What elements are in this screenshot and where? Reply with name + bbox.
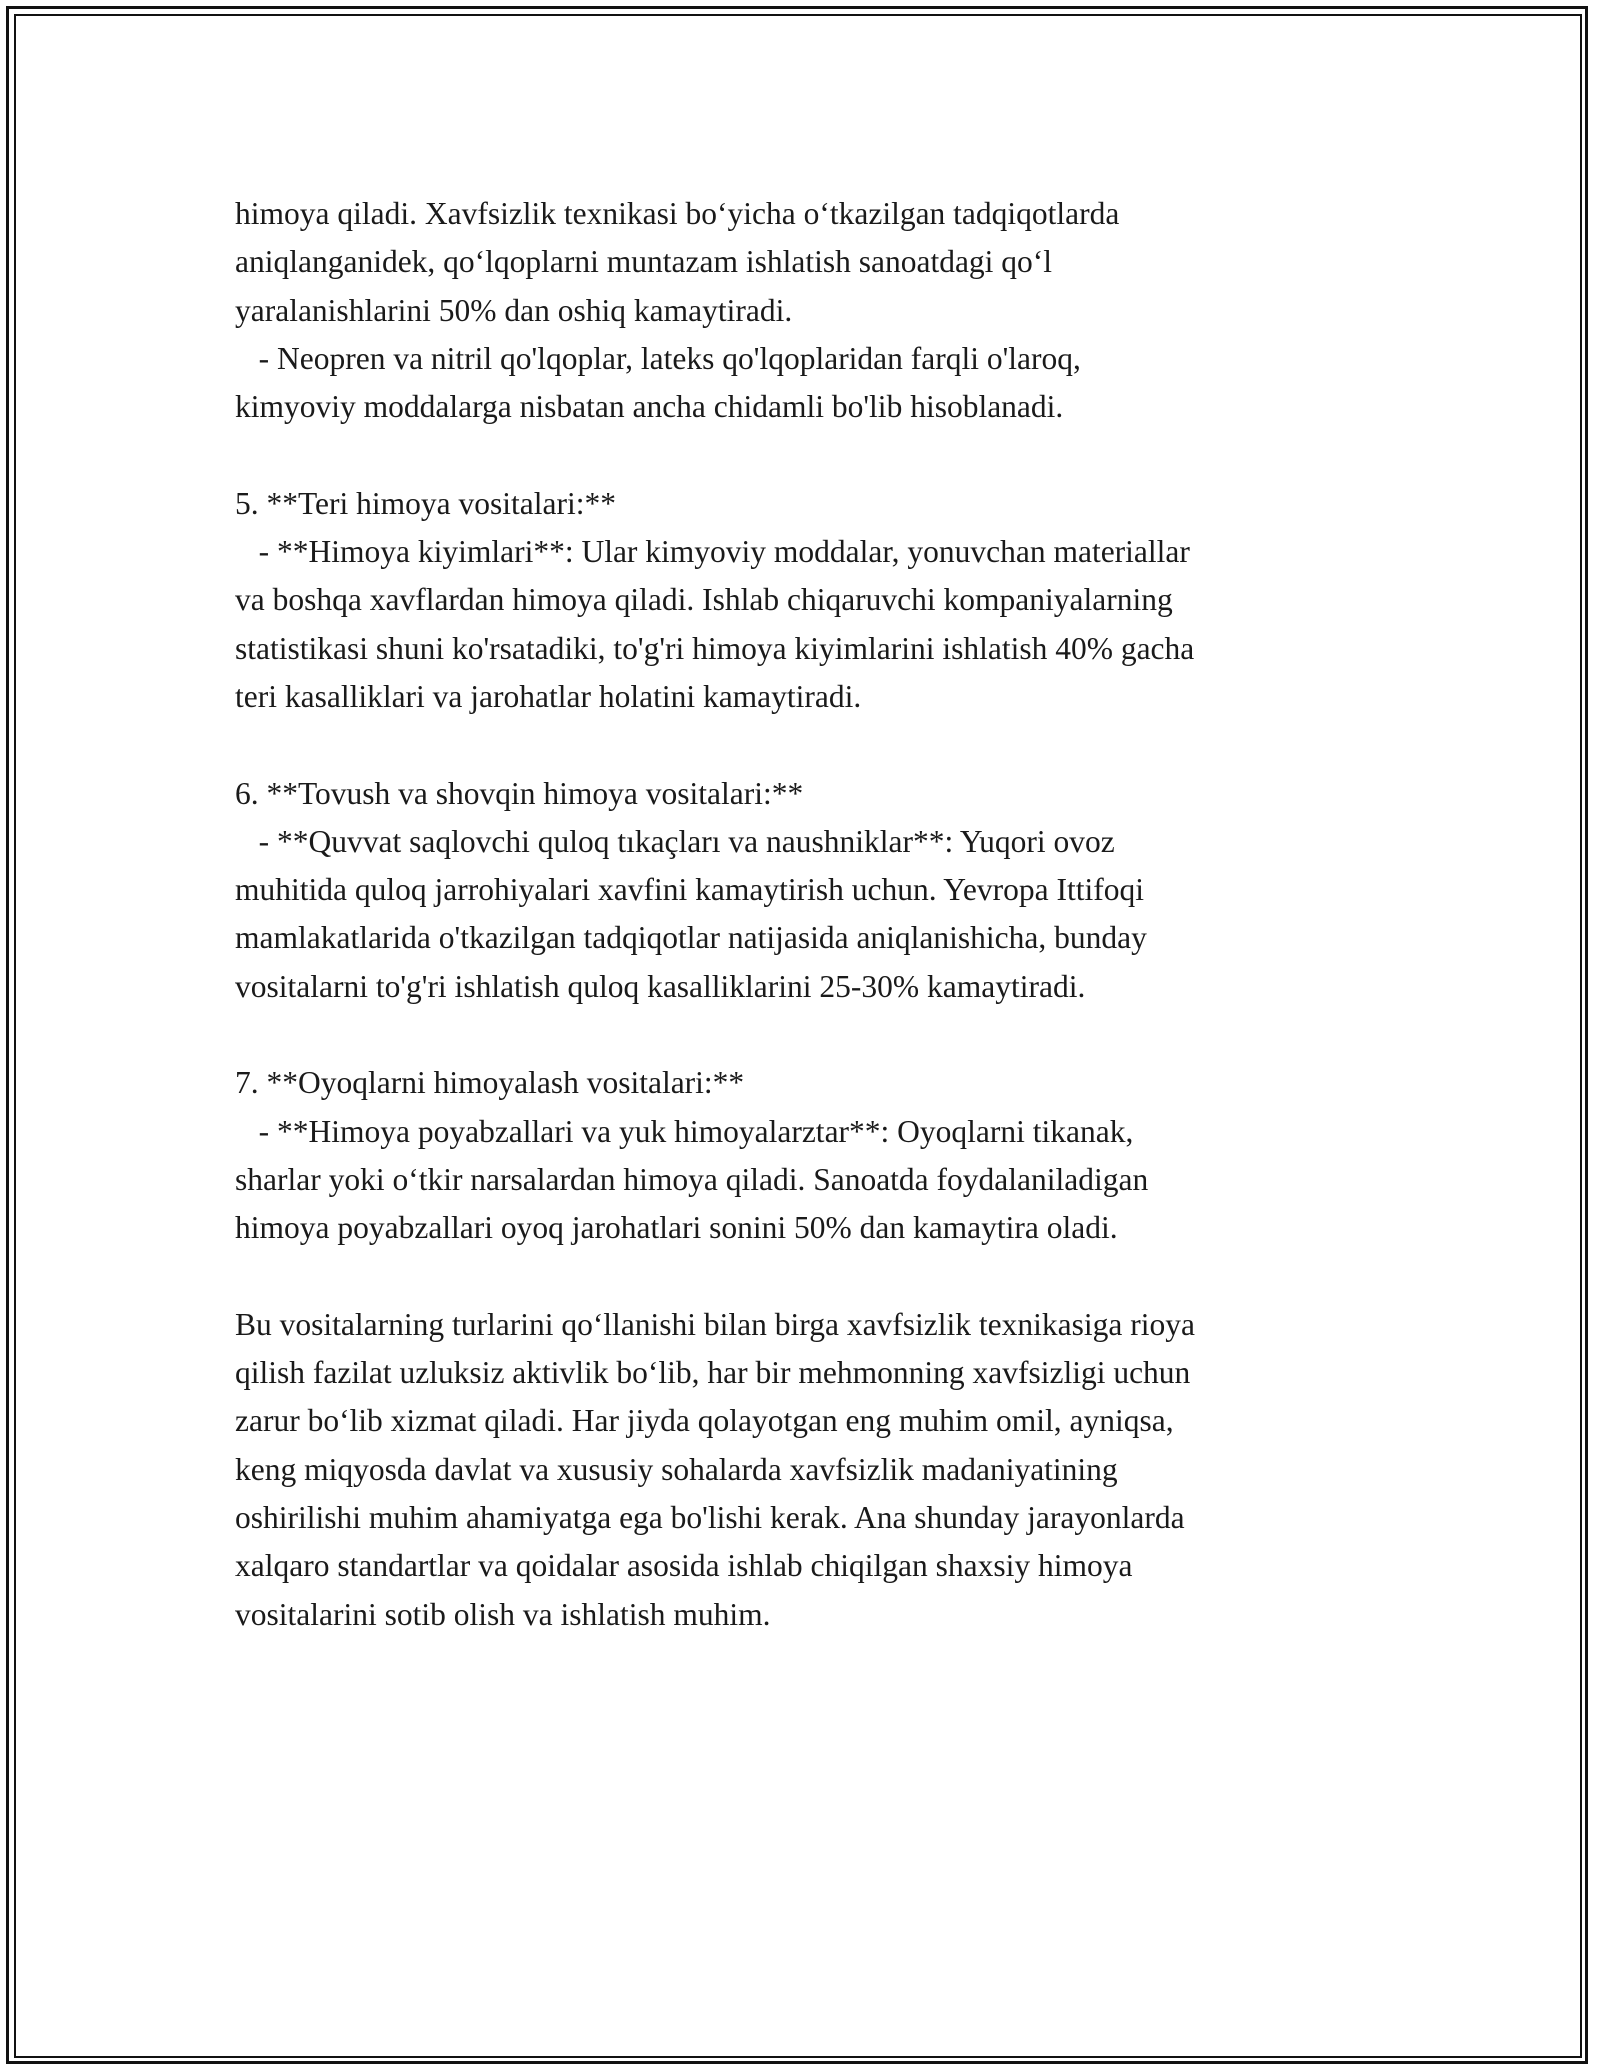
text-line: muhitida quloq jarrohiyalari xavfini kamaytirish uchun. Yevropa Ittifoqi	[235, 872, 1144, 908]
text-line: statistikasi shuni ko'rsatadiki, to'g'ri himoya kiyimlarini ishlatish 40% gacha	[235, 630, 1195, 666]
text-line: - Neopren va nitril qo'lqoplar, lateks qo'lqoplaridan farqli o'laroq,	[235, 340, 1081, 376]
text-line: xalqaro standartlar va qoidalar asosida ishlab chiqilgan shaxsiy himoya	[235, 1548, 1133, 1584]
text-line: aniqlanganidek, qo‘lqoplarni muntazam ishlatish sanoatdagi qo‘l	[235, 244, 1053, 280]
text-line: oshirilishi muhim ahamiyatga ega bo'lishi kerak. Ana shunday jarayonlarda	[235, 1500, 1185, 1536]
blank-line	[235, 1011, 1375, 1059]
document-body	[235, 190, 1375, 1639]
text-line: keng miqyosda davlat va xususiy sohalarda xavfsizlik madaniyatining	[235, 1451, 1118, 1487]
text-line: vositalarni to'g'ri ishlatish quloq kasalliklarini 25-30% kamaytiradi.	[235, 968, 1086, 1004]
blank-line	[235, 721, 1375, 769]
text-line: vositalarini sotib olish va ishlatish muhim.	[235, 1596, 771, 1632]
blank-line	[235, 431, 1375, 479]
section-heading: 7. **Oyoqlarni himoyalash vositalari:**	[235, 1065, 745, 1101]
text-line: - **Himoya poyabzallari va yuk himoyalarztar**: Oyoqlarni tikanak,	[235, 1113, 1134, 1149]
blank-line	[235, 1253, 1375, 1301]
text-line: qilish fazilat uzluksiz aktivlik bo‘lib, har bir mehmonning xavfsizligi uchun	[235, 1355, 1191, 1391]
text-line: teri kasalliklari va jarohatlar holatini kamaytiradi.	[235, 678, 862, 714]
section-heading: 6. **Tovush va shovqin himoya vositalari:**	[235, 775, 804, 811]
text-line: himoya poyabzallari oyoq jarohatlari sonini 50% dan kamaytira oladi.	[235, 1210, 1118, 1246]
text-line: yaralanishlarini 50% dan oshiq kamaytiradi.	[235, 292, 793, 328]
section-heading: 5. **Teri himoya vositalari:**	[235, 485, 616, 521]
text-line: himoya qiladi. Xavfsizlik texnikasi bo‘yicha o‘tkazilgan tadqiqotlarda	[235, 196, 1120, 231]
text-line: Bu vositalarning turlarini qo‘llanishi bilan birga xavfsizlik texnikasiga rioya	[235, 1306, 1195, 1342]
text-line: - **Himoya kiyimlari**: Ular kimyoviy moddalar, yonuvchan materiallar	[235, 534, 1190, 570]
text-line: mamlakatlarida o'tkazilgan tadqiqotlar natijasida aniqlanishicha, bunday	[235, 920, 1147, 956]
text-line: va boshqa xavflardan himoya qiladi. Ishlab chiqaruvchi kompaniyalarning	[235, 582, 1173, 618]
text-line: zarur bo‘lib xizmat qiladi. Har jiyda qolayotgan eng muhim omil, ayniqsa,	[235, 1403, 1174, 1439]
text-line: kimyoviy moddalarga nisbatan ancha chidamli bo'lib hisoblanadi.	[235, 389, 1064, 425]
text-line: sharlar yoki o‘tkir narsalardan himoya qiladi. Sanoatda foydalaniladigan	[235, 1161, 1149, 1197]
text-line: - **Quvvat saqlovchi quloq tıkaçları va naushniklar**: Yuqori ovoz	[235, 823, 1115, 859]
